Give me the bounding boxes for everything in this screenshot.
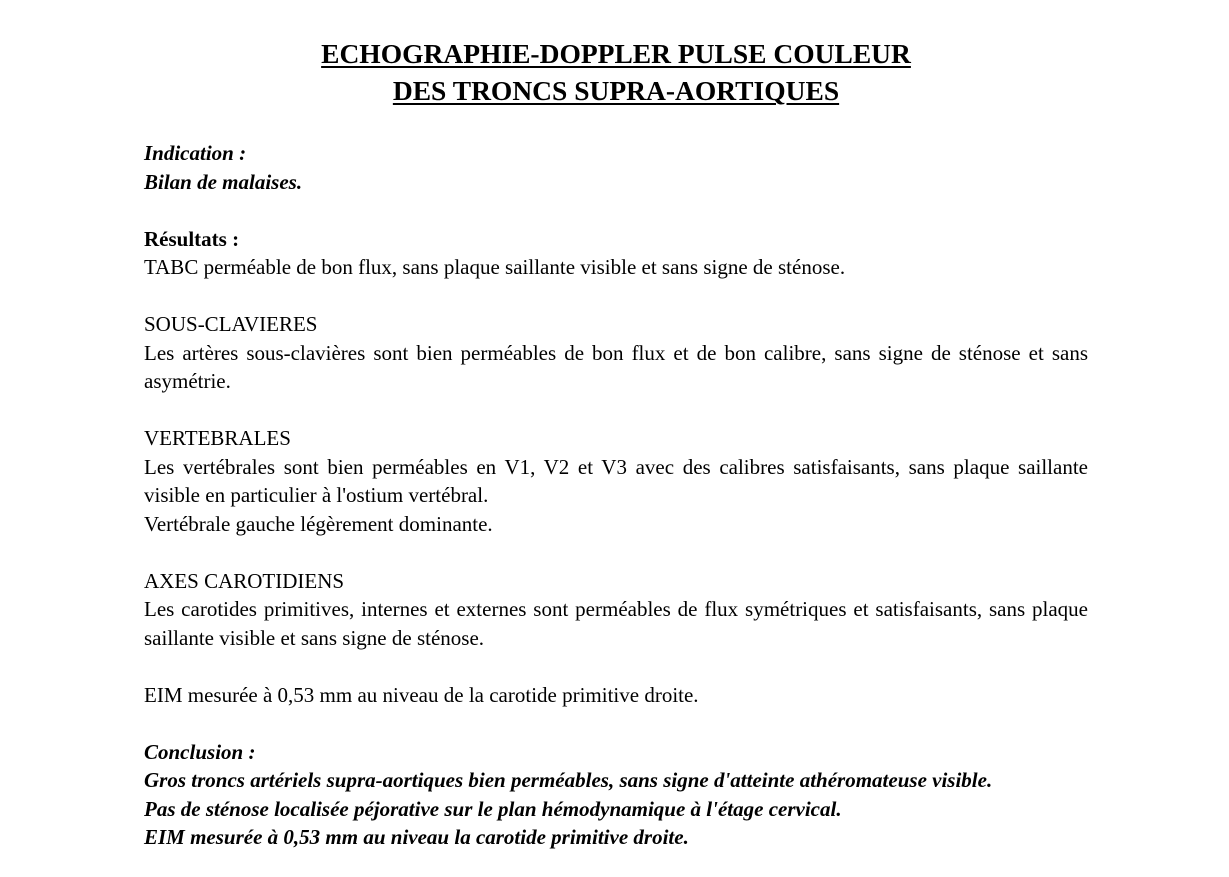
- report-title-line-1: ECHOGRAPHIE-DOPPLER PULSE COULEUR: [321, 38, 911, 69]
- sous-clavieres-text: Les artères sous-clavières sont bien perméables de bon flux et de bon calibre, sans signe de sténose et sans asymétrie.: [144, 340, 1088, 393]
- vertebrales-text: Les vertébrales sont bien perméables en V1, V2 et V3 avec des calibres satisfaisants, sans plaque saillante visible en particulier à l'ostium vertébral.: [144, 454, 1088, 507]
- report-title: [0, 35, 1229, 109]
- indication-heading: Indication :: [144, 141, 247, 165]
- vertebrales-heading: VERTEBRALES: [144, 426, 291, 450]
- conclusion-line-3: EIM mesurée à 0,53 mm au niveau la carotide primitive droite.: [144, 825, 689, 849]
- report-title-line-2: DES TRONCS SUPRA-AORTIQUES: [392, 75, 840, 106]
- conclusion-line-1: Gros troncs artériels supra-aortiques bien perméables, sans signe d'atteinte athéromateuse visible.: [144, 768, 993, 792]
- carotidiens-text: Les carotides primitives, internes et externes sont perméables de flux symétriques et satisfaisants, sans plaque saillante visible et sans signe de sténose.: [144, 597, 1088, 650]
- carotidiens-heading: AXES CAROTIDIENS: [144, 568, 345, 593]
- eim-text: EIM mesurée à 0,53 mm au niveau de la carotide primitive droite.: [144, 682, 699, 707]
- vertebrales-text-2: Vertébrale gauche légèrement dominante.: [144, 511, 493, 536]
- conclusion-heading: Conclusion :: [144, 739, 256, 764]
- indication-text: Bilan de malaises.: [144, 169, 303, 194]
- conclusion-line-2: Pas de sténose localisée péjorative sur le plan hémodynamique à l'étage cervical.: [144, 796, 842, 821]
- results-tabc-text: TABC perméable de bon flux, sans plaque saillante visible et sans signe de sténose.: [144, 255, 846, 279]
- report-body: [144, 139, 1088, 852]
- sous-clavieres-heading: SOUS-CLAVIERES: [144, 312, 318, 336]
- results-heading: Résultats :: [144, 226, 240, 251]
